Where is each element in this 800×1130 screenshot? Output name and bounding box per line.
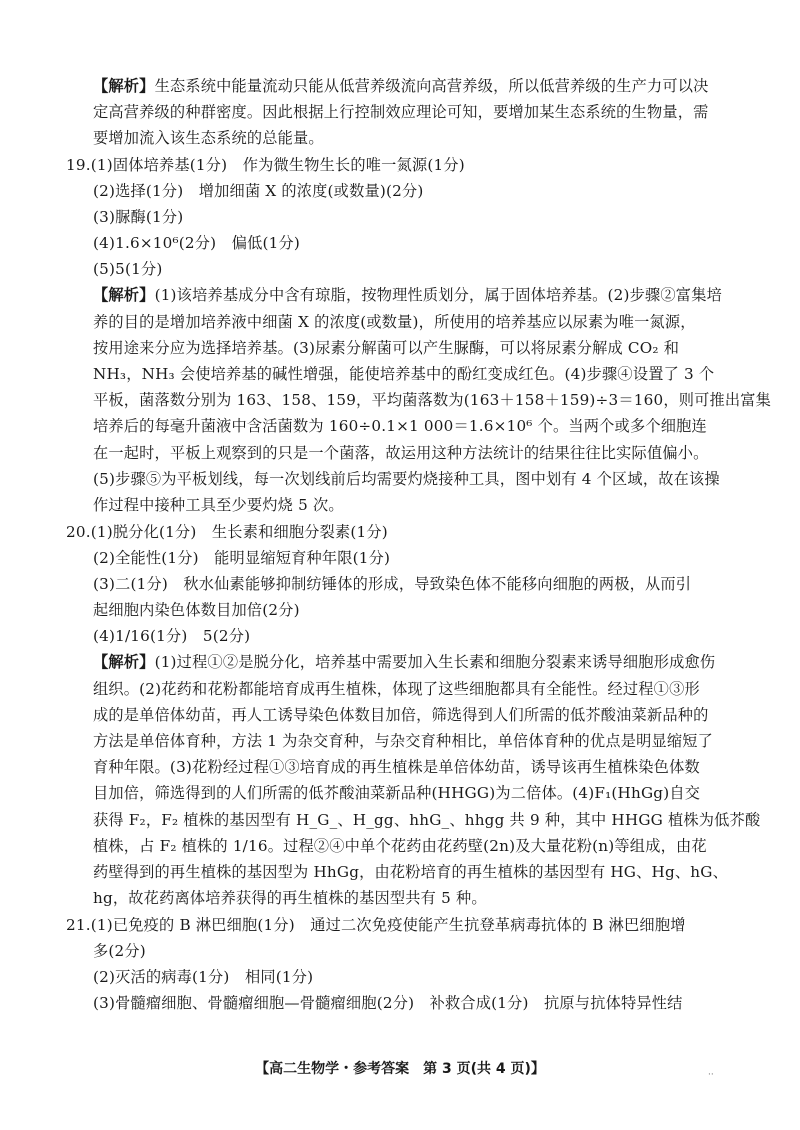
text-line (93, 337, 679, 359)
line-text: 育种年限。(3)花粉经过程①③培育成的再生植株是单倍体幼苗，诱导该再生植株染色体数 (93, 758, 700, 776)
text-line (93, 468, 720, 490)
line-text: 生态系统中能量流动只能从低营养级流向高营养级，所以低营养级的生产力可以决 (154, 77, 709, 95)
line-text: (2)全能性(1分) 能明显缩短育种年限(1分) (93, 549, 391, 567)
text-line (93, 782, 700, 804)
text-line (93, 258, 162, 280)
line-text: 19.(1)固体培养基(1分) 作为微生物生长的唯一氮源(1分) (66, 156, 465, 174)
text-line (93, 206, 183, 228)
line-text: 按用途来分应为选择培养基。(3)尿素分解菌可以产生脲酶，可以将尿素分解成 CO₂ 和 (93, 339, 680, 357)
line-text: 20.(1)脱分化(1分) 生长素和细胞分裂素(1分) (66, 523, 388, 541)
analysis-tag: 【解析】 (93, 77, 155, 95)
text-line (93, 442, 709, 464)
line-text: (5)5(1分) (93, 260, 163, 278)
text-line (93, 599, 300, 621)
line-text: hg，故花药离体培养获得的再生植株的基因型共有 5 种。 (93, 889, 487, 907)
text-line (93, 861, 728, 883)
line-text: 目加倍，筛选得到的人们所需的低芥酸油菜新品种(HHGG)为二倍体。(4)F₁(HhGg)自交 (93, 784, 701, 802)
line-text: 要增加流入该生态系统的总能量。 (93, 129, 324, 147)
text-line (66, 154, 465, 176)
line-text: 植株，占 F₂ 植株的 1/16。过程②④中单个花药由花药壁(2n)及大量花粉(n)等组成，由花 (93, 837, 707, 855)
line-text: 获得 F₂，F₂ 植株的基因型有 H_G_、H_gg、hhG_、hhgg 共 9 种，其中 HHGG 植株为低芥酸 (93, 811, 761, 829)
line-text: (3)骨髓瘤细胞、骨髓瘤细胞—骨髓瘤细胞(2分) 补救合成(1分) 抗原与抗体特异性结 (93, 994, 683, 1012)
text-line (93, 415, 707, 437)
text-line (93, 101, 709, 123)
line-text: 培养后的每毫升菌液中含活菌数为 160÷0.1×1 000＝1.6×10⁶ 个。当两个或多个细胞连 (93, 417, 707, 435)
text-line (93, 809, 760, 831)
line-text: 定高营养级的种群密度。因此根据上行控制效应理论可知，要增加某生态系统的生物量，需 (93, 103, 709, 121)
line-text: (2)灭活的病毒(1分) 相同(1分) (93, 968, 314, 986)
corner-mark: ·· (708, 1070, 714, 1080)
text-line (93, 311, 696, 333)
line-text: (3)二(1分) 秋水仙素能够抑制纺锤体的形成，导致染色体不能移向细胞的两极，从而引 (93, 575, 692, 593)
line-text: (3)脲酶(1分) (93, 208, 184, 226)
text-line (93, 756, 700, 778)
analysis-tag: 【解析】 (93, 286, 155, 304)
text-line (93, 992, 683, 1014)
text-line (93, 494, 344, 516)
text-line (66, 521, 388, 543)
text-line (93, 651, 715, 673)
line-text: 作过程中接种工具至少要灼烧 5 次。 (93, 496, 344, 514)
text-line (93, 678, 700, 700)
line-text: (2)选择(1分) 增加细菌 X 的浓度(或数量)(2分) (93, 182, 424, 200)
text-line (93, 730, 713, 752)
text-line (93, 573, 691, 595)
text-line (93, 180, 423, 202)
line-text: 在一起时，平板上观察到的只是一个菌落，故运用这种方法统计的结果往往比实际值偏小。 (93, 444, 709, 462)
line-text: (4)1.6×10⁶(2分) 偏低(1分) (93, 234, 300, 252)
text-line (93, 966, 313, 988)
line-text: 多(2分) (93, 942, 146, 960)
text-line (93, 625, 250, 647)
text-line (93, 887, 487, 909)
page-footer: 【高二生物学・参考答案 第 3 页(共 4 页)】 (255, 1061, 545, 1077)
line-text: (1)该培养基成分中含有琼脂，按物理性质划分，属于固体培养基。(2)步骤②富集培 (154, 286, 722, 304)
line-text: (1)过程①②是脱分化，培养基中需要加入生长素和细胞分裂素来诱导细胞形成愈伤 (154, 653, 716, 671)
analysis-tag: 【解析】 (93, 653, 155, 671)
line-text: (4)1/16(1分) 5(2分) (93, 627, 251, 645)
text-line (93, 232, 300, 254)
line-text: 方法是单倍体育种，方法 1 为杂交育种，与杂交育种相比，单倍体育种的优点是明显缩短了 (93, 732, 714, 750)
line-text: 21.(1)已免疫的 B 淋巴细胞(1分) 通过二次免疫使能产生抗登革病毒抗体的 B 淋巴细胞增 (66, 916, 686, 934)
text-line (93, 940, 146, 962)
text-line (93, 704, 709, 726)
line-text: 起细胞内染色体数目加倍(2分) (93, 601, 300, 619)
text-line (93, 835, 707, 857)
line-text: 药壁得到的再生植株的基因型为 HhGg，由花粉培育的再生植株的基因型有 HG、Hg、hG、 (93, 863, 728, 881)
text-line (66, 914, 686, 936)
text-line (93, 75, 709, 97)
line-text: 平板，菌落数分别为 163、158、159，平均菌落数为(163＋158＋159)÷3＝160，则可推出富集 (93, 391, 772, 409)
line-text: 成的是单倍体幼苗，再人工诱导染色体数目加倍，筛选得到人们所需的低芥酸油菜新品种的 (93, 706, 709, 724)
line-text: 组织。(2)花药和花粉都能培育成再生植株，体现了这些细胞都具有全能性。经过程①③形 (93, 680, 700, 698)
text-line (93, 127, 324, 149)
line-text: 养的目的是增加培养液中细菌 X 的浓度(或数量)，所使用的培养基应以尿素为唯一氮源， (93, 313, 696, 331)
text-line (93, 547, 390, 569)
text-line (93, 284, 722, 306)
line-text: (5)步骤⑤为平板划线，每一次划线前后均需要灼烧接种工具，图中划有 4 个区域，故在该操 (93, 470, 720, 488)
text-line (93, 389, 771, 411)
text-line (93, 363, 714, 385)
line-text: NH₃，NH₃ 会使培养基的碱性增强，能使培养基中的酚红变成红色。(4)步骤④设置了 3 个 (93, 365, 715, 383)
